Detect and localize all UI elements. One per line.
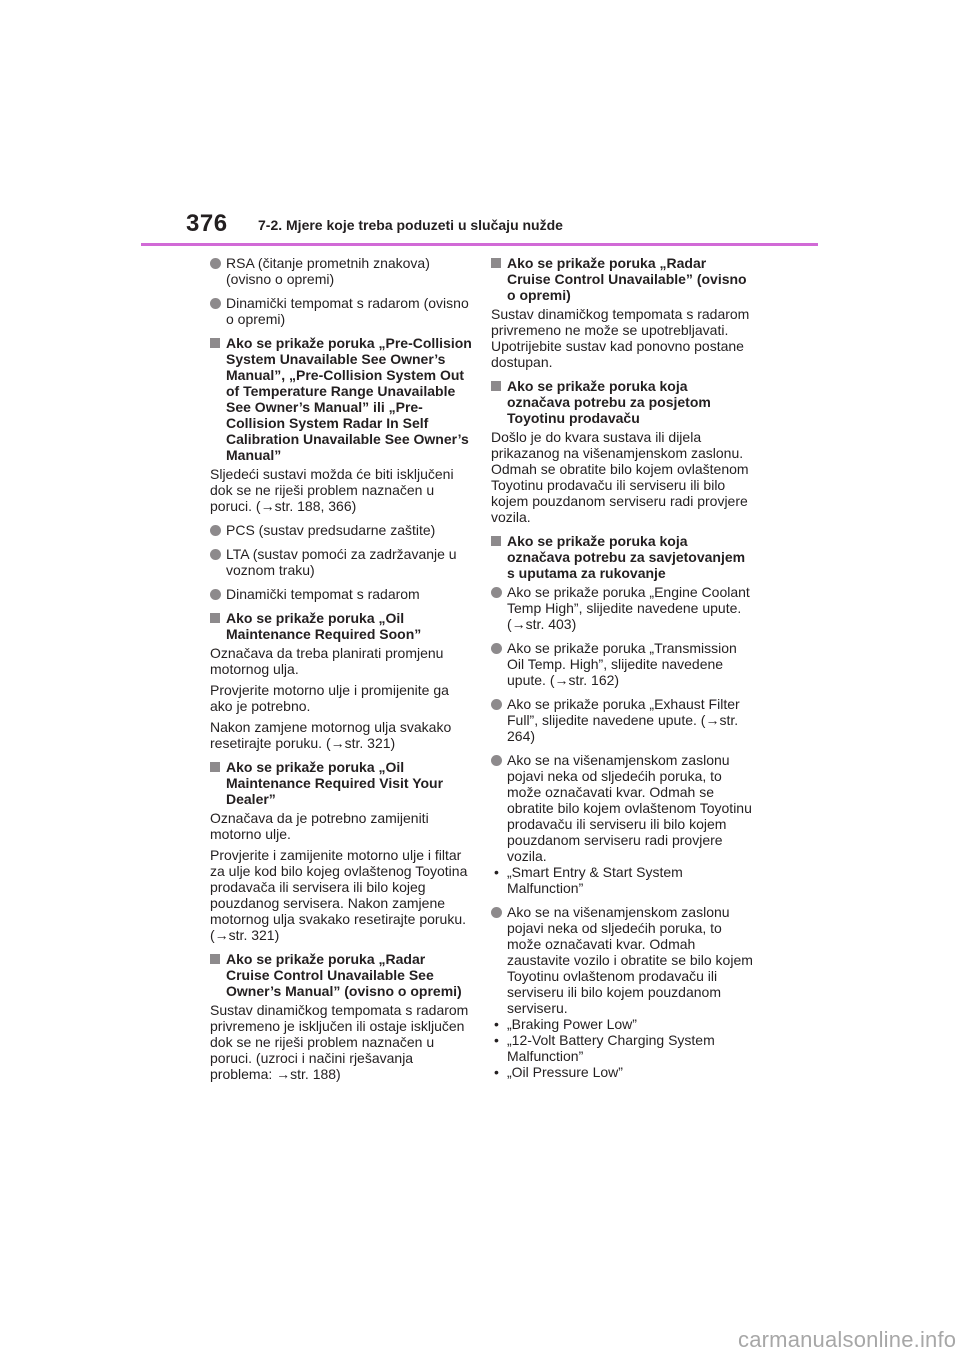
bullet-text: Dinamički tempomat s radarom (226, 586, 420, 602)
paragraph: Označava da treba planirati promjenu motornog ulja. (210, 645, 444, 677)
subheading (210, 610, 472, 642)
circle-bullet-icon (491, 755, 502, 766)
subheading (210, 335, 472, 463)
paragraph: Označava da je potrebno zamijeniti motorno ulje. (210, 810, 429, 842)
circle-bullet-icon (210, 525, 221, 536)
paragraph: Provjerite i zamijenite motorno ulje i filtar za ulje kod bilo kojeg ovlaštenog Toyotina prodavača ili servisera ili bilo kojeg pouzdanog servisera. Nakon zamjene motornog ulja svakako resetirajte poruku. (→str. 321) (210, 847, 468, 943)
circle-bullet-icon (210, 549, 221, 560)
bullet-item (491, 640, 753, 688)
bullet-text: Ako se na višenamjenskom zaslonu pojavi neka od sljedećih poruka, to može označavati kvar. Odmah se obratite bilo kojem ovlaštenom Toyotinu prodavaču ili serviseru ili bilo kojem pouzdanom serviseru radi provjere vozila. (507, 752, 752, 864)
subheading (210, 951, 472, 999)
subheading-text: Ako se prikaže poruka „Pre-Collision System Unavailable See Owner’s Manual”, „Pre-Collision System Out of Temperature Range Unavailable See Owner’s Manual” ili „Pre-Collision System Radar In Self Calibration Unavailable See Owner’s Manual” (226, 335, 472, 463)
bullet-text: Dinamički tempomat s radarom (ovisno o opremi) (226, 295, 469, 327)
dash-list-text: „Oil Pressure Low” (507, 1064, 623, 1080)
bullet-item (491, 584, 753, 632)
square-bullet-icon (210, 762, 220, 772)
subheading-text: Ako se prikaže poruka „Radar Cruise Control Unavailable See Owner’s Manual” (ovisno o opremi) (226, 951, 462, 999)
square-bullet-icon (491, 258, 501, 268)
bullet-item (210, 295, 472, 327)
square-bullet-icon (210, 954, 220, 964)
watermark: carmanualsonline.info (738, 1327, 957, 1352)
subheading-text: Ako se prikaže poruka koja označava potrebu za posjetom Toyotinu prodavaču (507, 378, 711, 426)
paragraph: Provjerite motorno ulje i promijenite ga ako je potrebno. (210, 682, 449, 714)
right-column (491, 255, 753, 1088)
bullet-item (210, 546, 472, 578)
left-column (210, 255, 472, 1087)
dash-list-text: „Braking Power Low” (507, 1016, 637, 1032)
circle-bullet-icon (210, 589, 221, 600)
circle-bullet-icon (491, 907, 502, 918)
subheading-text: Ako se prikaže poruka „Radar Cruise Control Unavailable” (ovisno o opremi) (507, 255, 747, 303)
bullet-text: Ako se prikaže poruka „Exhaust Filter Full”, slijedite navedene upute. (→str. 264) (507, 696, 740, 744)
page-number: 376 (186, 210, 228, 237)
dash-list-item (491, 864, 753, 896)
bullet-item (210, 522, 472, 538)
bullet-text: Ako se prikaže poruka „Transmission Oil Temp. High”, slijedite navedene upute. (→str. 162) (507, 640, 737, 688)
subheading (491, 533, 753, 581)
bullet-item (491, 696, 753, 744)
bullet-item (210, 255, 472, 287)
circle-bullet-icon (491, 643, 502, 654)
section-title: 7-2. Mjere koje treba poduzeti u slučaju nužde (258, 217, 563, 233)
header-rule (141, 243, 818, 246)
dash-list-item (491, 1032, 753, 1064)
paragraph: Sljedeći sustavi možda će biti isključeni dok se ne riješi problem naznačen u poruci. (→str. 188, 366) (210, 466, 454, 514)
paragraph: Sustav dinamičkog tempomata s radarom privremeno ne može se upotrebljavati. Upotrijebite sustav kad ponovno postane dostupan. (491, 306, 750, 370)
bullet-text: Ako se na višenamjenskom zaslonu pojavi neka od sljedećih poruka, to može označavati kvar. Odmah zaustavite vozilo i obratite se bilo kojem Toyotinu ovlaštenom prodavaču ili serviseru ili bilo kojem pouzdanom serviseru. (507, 904, 753, 1016)
bullet-item (210, 586, 472, 602)
circle-bullet-icon (210, 298, 221, 309)
subheading (210, 759, 472, 807)
circle-bullet-icon (491, 587, 502, 598)
paragraph: Nakon zamjene motornog ulja svakako resetirajte poruku. (→str. 321) (210, 719, 452, 751)
dash-list-item (491, 1064, 753, 1080)
subheading-text: Ako se prikaže poruka „Oil Maintenance Required Visit Your Dealer” (226, 759, 444, 807)
subheading-text: Ako se prikaže poruka „Oil Maintenance Required Soon” (226, 610, 422, 642)
square-bullet-icon (210, 613, 220, 623)
square-bullet-icon (210, 338, 220, 348)
paragraph: Došlo je do kvara sustava ili dijela prikazanog na višenamjenskom zaslonu. Odmah se obratite bilo kojem ovlaštenom Toyotinu prodavaču ili serviseru ili bilo kojem pouzdanom serviseru radi provjere vozila. (491, 429, 749, 525)
dash-bullet-icon: • (494, 864, 499, 880)
bullet-text: Ako se prikaže poruka „Engine Coolant Temp High”, slijedite navedene upute. (→str. 403) (507, 584, 750, 632)
paragraph: Sustav dinamičkog tempomata s radarom privremeno je isključen ili ostaje isključen dok se ne riješi problem naznačen u poruci. (uzroci i načini rješavanja problema: →str. 188) (210, 1002, 469, 1082)
bullet-item (491, 904, 753, 1016)
bullet-text: RSA (čitanje prometnih znakova) (ovisno o opremi) (226, 255, 430, 287)
square-bullet-icon (491, 381, 501, 391)
dash-bullet-icon: • (494, 1032, 499, 1048)
subheading (491, 378, 753, 426)
subheading (491, 255, 753, 303)
square-bullet-icon (491, 536, 501, 546)
dash-list-text: „12-Volt Battery Charging System Malfunction” (507, 1032, 715, 1064)
dash-bullet-icon: • (494, 1016, 499, 1032)
bullet-text: PCS (sustav predsudarne zaštite) (226, 522, 436, 538)
dash-list-text: „Smart Entry & Start System Malfunction” (507, 864, 683, 896)
circle-bullet-icon (210, 258, 221, 269)
bullet-text: LTA (sustav pomoći za zadržavanje u voznom traku) (226, 546, 457, 578)
bullet-item (491, 752, 753, 864)
dash-bullet-icon: • (494, 1064, 499, 1080)
subheading-text: Ako se prikaže poruka koja označava potrebu za savjetovanjem s uputama za rukovanje (507, 533, 746, 581)
circle-bullet-icon (491, 699, 502, 710)
dash-list-item (491, 1016, 753, 1032)
